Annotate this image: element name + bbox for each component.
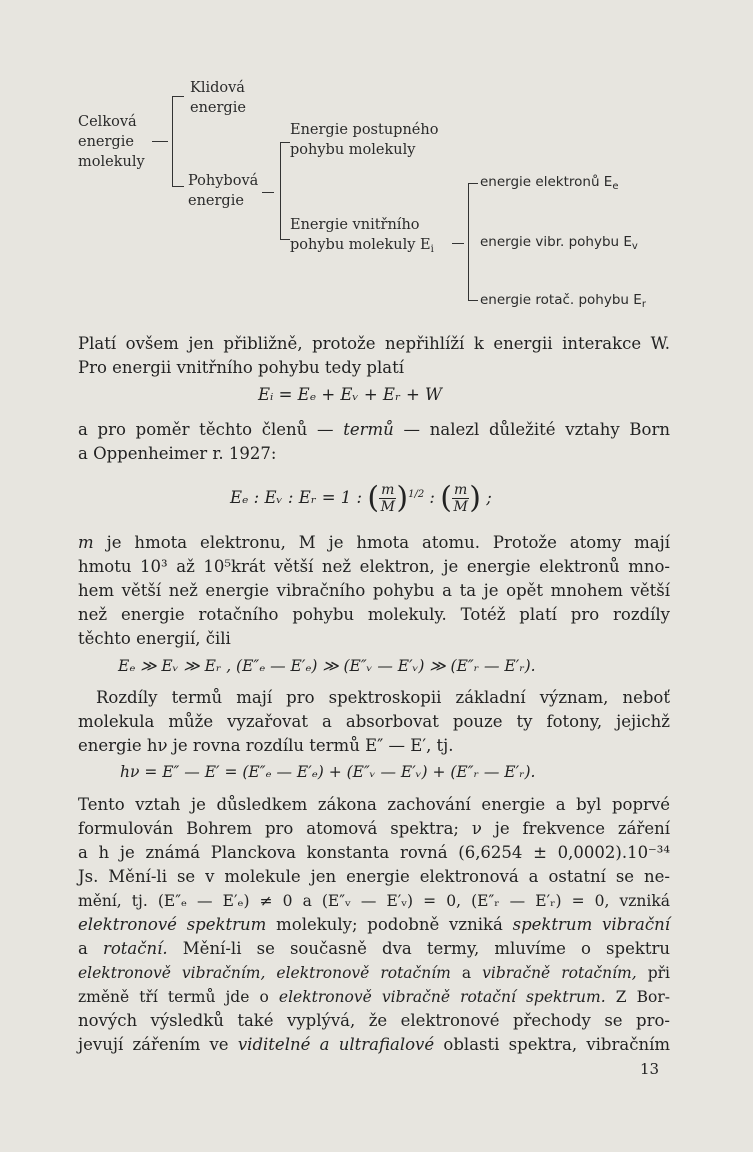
connector (152, 141, 168, 142)
page-number: 13 (640, 1060, 660, 1078)
bracket-2-bottom (280, 239, 290, 240)
connector (262, 192, 274, 193)
text-line: Tento vztah je důsledkem zákona zachování energie a byl poprvé (78, 795, 670, 814)
text-line: a h je známá Planckova konstanta rovná (6,6254 ± 0,0002).10⁻³⁴ (78, 843, 670, 862)
rotational-energy-label: energie rotač. pohybu $E_r$ (480, 292, 646, 310)
text-line: hem větší než energie vibračního pohybu a ta je opět mnohem větší (78, 581, 670, 600)
text-line: elektronové spektrum molekuly; podobně vzniká spektrum vibrační (78, 915, 671, 934)
text-line: molekula může vyzařovat a absorbovat pouze ty fotony, jejichž (78, 712, 670, 731)
text-line: než energie rotačního pohybu molekuly. Totéž platí pro rozdíly (78, 605, 670, 624)
bracket-2-top (280, 142, 290, 143)
bracket-2 (280, 142, 281, 239)
text-line: Platí ovšem jen přibližně, protože nepřihlíží k energii interakce W. (78, 334, 670, 353)
text-line: m je hmota elektronu, M je hmota atomu. Protože atomy mají (78, 533, 670, 552)
text-line: energie hν je rovna rozdílu termů E″ — E′, tj. (78, 736, 454, 755)
vibrational-energy-label: energie vibr. pohybu $E_v$ (480, 234, 638, 252)
bracket-1 (172, 96, 173, 186)
text-line: Js. Mění-li se v molekule jen energie elektronová a ostatní se ne- (78, 867, 670, 886)
bracket-3-bottom (468, 300, 478, 301)
electron-energy-label: energie elektronů $E_e$ (480, 174, 619, 192)
equation-energy-ordering: Eₑ ≫ Eᵥ ≫ Eᵣ , (E″ₑ — E′ₑ) ≫ (E″ᵥ — E′ᵥ) ≫ (E″ᵣ — E′ᵣ). (118, 657, 536, 675)
text-line: mění, tj. (E″ₑ — E′ₑ) ≠ 0 a (E″ᵥ — E′ᵥ) = 0, (E″ᵣ — E′ᵣ) = 0, vzniká (78, 892, 670, 910)
text-line: těchto energií, čili (78, 629, 231, 648)
bracket-3-top (468, 183, 478, 184)
text-line: nových výsledků také vyplývá, že elektronové přechody se pro- (78, 1011, 670, 1030)
bracket-1-bottom (172, 186, 184, 187)
text-line: Pro energii vnitřního pohybu tedy platí (78, 358, 405, 377)
equation-internal-energy: Eᵢ = Eₑ + Eᵥ + Eᵣ + W (258, 385, 442, 404)
bracket-3 (468, 183, 469, 300)
text-line: a Oppenheimer r. 1927: (78, 444, 277, 463)
motion-energy-label: Pohybová energie (188, 173, 259, 209)
text-line: Rozdíly termů mají pro spektroskopii základní význam, neboť (96, 688, 670, 707)
text-line: a rotační. Mění-li se současně dva termy, mluvíme o spektru (78, 939, 670, 958)
text-line: formulován Bohrem pro atomová spektra; ν je frekvence záření (78, 819, 670, 838)
text-line: a pro poměr těchto členů — termů — nalezl důležité vztahy Born (78, 420, 671, 439)
connector (452, 243, 464, 244)
text-line: jevují zářením ve viditelné a ultrafialové oblasti spektra, vibračním (78, 1035, 671, 1054)
text-line: hmotu 10³ až 10⁵krát větší než elektron, je energie elektronů mno- (78, 557, 670, 576)
rest-energy-label: Klidová energie (190, 80, 246, 116)
text-line: elektronově vibračním, elektronově rotačním a vibračně rotačním, při (78, 964, 670, 982)
text-line: změně tří termů jde o elektronově vibračně rotační spektrum. Z Bor- (78, 988, 670, 1006)
bracket-1-top (172, 96, 184, 97)
internal-energy-label: Energie vnitřního pohybu molekuly $E_i$ (290, 217, 434, 255)
translational-energy-label: Energie postupného pohybu molekuly (290, 122, 439, 158)
equation-photon-energy: hν = E″ — E′ = (E″ₑ — E′ₑ) + (E″ᵥ — E′ᵥ) + (E″ᵣ — E′ᵣ). (120, 763, 536, 781)
total-energy-label: Celková energie molekuly (78, 114, 145, 170)
equation-born-oppenheimer: Eₑ : Eᵥ : Eᵣ = 1 : ( $\frac{m}{M}$ )$^{1/2}$ : ( $\frac{m}{M}$ ) ; (230, 480, 492, 516)
